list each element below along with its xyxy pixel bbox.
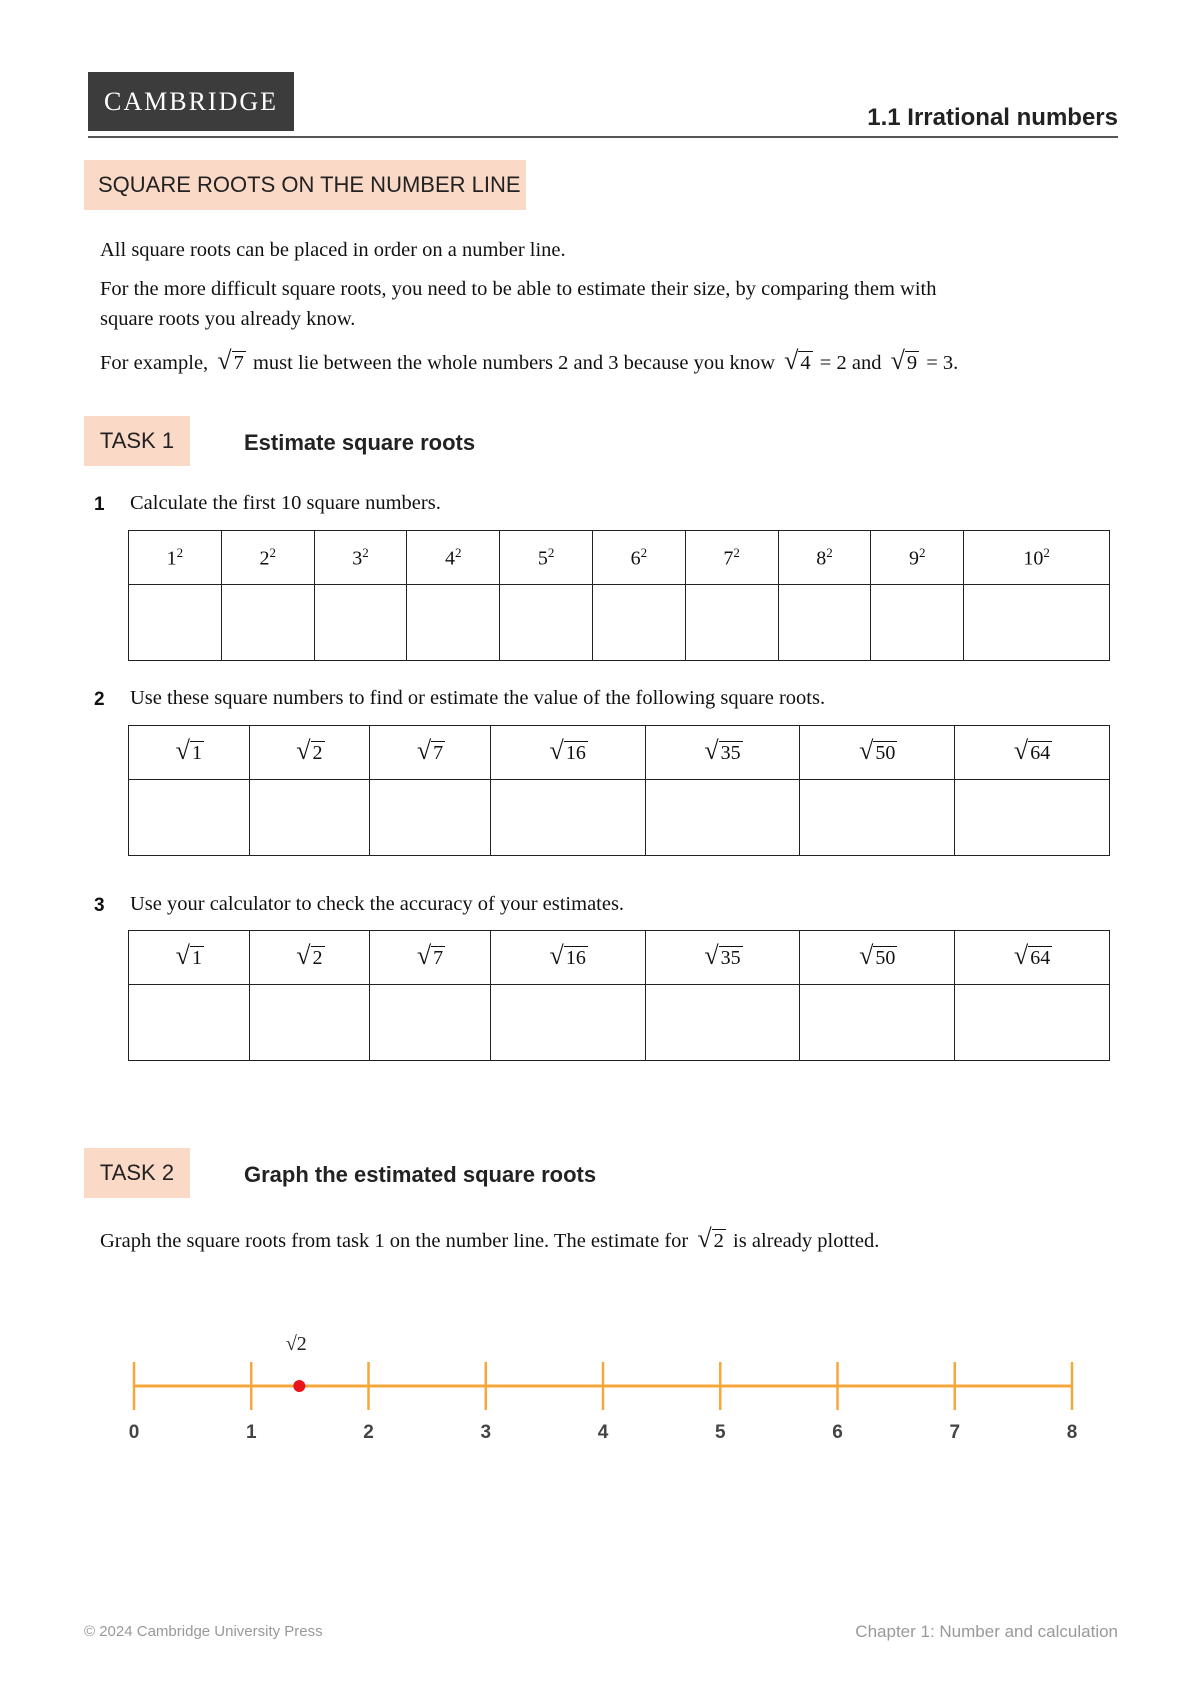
radicand: 35 (720, 741, 741, 764)
answer-cell[interactable] (778, 585, 871, 661)
sqrt-symbol: √ 16 (549, 735, 586, 765)
radicand: 2 (312, 946, 323, 969)
square-base: 10 (1023, 547, 1044, 570)
square-exponent: 2 (640, 544, 648, 560)
square-exponent: 2 (547, 544, 555, 560)
q3-number: 3 (94, 895, 105, 916)
task2-tag: TASK 2 (84, 1148, 190, 1198)
square-header-cell (685, 531, 778, 585)
square-header-cell (592, 531, 685, 585)
plotted-point (293, 1380, 305, 1392)
square-header-cell (407, 531, 500, 585)
radicand: 35 (720, 946, 741, 969)
section-title: 1.1 Irrational numbers (867, 104, 1118, 131)
answer-cell[interactable] (871, 585, 964, 661)
answer-cell[interactable] (955, 985, 1110, 1061)
root-header-cell (490, 726, 645, 780)
square-base: 9 (909, 547, 920, 570)
root-header-cell (370, 726, 491, 780)
root-header-cell (645, 726, 800, 780)
sqrt-4-radicand: 4 (800, 352, 811, 374)
answer-cell[interactable] (645, 985, 800, 1061)
square-header-cell (500, 531, 593, 585)
square-base: 8 (816, 547, 827, 570)
answer-cell[interactable] (221, 585, 314, 661)
square-exponent: 2 (826, 544, 833, 560)
square-base: 4 (445, 547, 456, 570)
tick-label: 1 (245, 1422, 257, 1443)
intro-example (100, 348, 958, 378)
tick-label: 2 (363, 1422, 374, 1443)
root-header-cell (490, 931, 645, 985)
tick-label: 4 (597, 1422, 609, 1443)
tick-label: 8 (1066, 1422, 1078, 1443)
answer-cell[interactable] (370, 985, 491, 1061)
radicand: 50 (875, 946, 896, 969)
square-header-cell (129, 531, 222, 585)
radicand: 1 (191, 741, 202, 764)
sqrt-4: √4 (784, 346, 811, 375)
sqrt-7-radicand: 7 (233, 352, 244, 374)
radicand: 64 (1030, 741, 1051, 764)
sqrt-symbol: √ 1 (175, 940, 202, 970)
square-exponent: 2 (269, 544, 276, 560)
example-prefix: For example, (100, 352, 209, 374)
square-exponent: 2 (919, 544, 926, 560)
radicand: 2 (312, 741, 323, 764)
square-base: 1 (166, 547, 177, 570)
sqrt-symbol: √ 64 (1013, 735, 1051, 765)
answer-cell[interactable] (645, 780, 800, 856)
answer-cell[interactable] (490, 985, 645, 1061)
sqrt-2-radicand: 2 (713, 1230, 724, 1252)
check-roots-table (128, 930, 1110, 1061)
square-base: 6 (630, 547, 641, 570)
q2-text: Use these square numbers to find or estimate the value of the following square roots. (130, 687, 826, 709)
sqrt-symbol: √ 50 (859, 940, 896, 970)
radicand: 7 (433, 741, 444, 764)
square-header-cell (314, 531, 407, 585)
sqrt-7: √7 (217, 346, 244, 375)
answer-cell[interactable] (129, 585, 222, 661)
root-header-cell (249, 931, 370, 985)
radicand: 64 (1030, 946, 1051, 969)
root-header-cell (955, 726, 1110, 780)
answer-cell[interactable] (500, 585, 593, 661)
square-base: 2 (259, 547, 270, 570)
instruction-b: is already plotted. (733, 1230, 880, 1252)
task2-instruction (100, 1226, 879, 1256)
cambridge-logo: CAMBRIDGE (88, 72, 294, 131)
radicand: 1 (191, 946, 202, 969)
answer-cell[interactable] (800, 985, 955, 1061)
answer-cell[interactable] (129, 780, 250, 856)
radicand: 16 (565, 946, 586, 969)
example-eq-b: = 2 and (819, 352, 882, 374)
answer-cell[interactable] (314, 585, 407, 661)
sqrt-2-instruction: √2 (697, 1224, 724, 1253)
answer-cell[interactable] (964, 585, 1110, 661)
sqrt-symbol: √ 2 (296, 940, 323, 970)
sqrt-symbol: √ 35 (704, 940, 741, 970)
sqrt-9: √9 (890, 346, 918, 375)
tick-label: 0 (128, 1422, 140, 1443)
answer-cell[interactable] (800, 780, 955, 856)
sqrt-symbol: √ 2 (296, 735, 323, 765)
chapter-label: Chapter 1: Number and calculation (855, 1622, 1118, 1641)
q2-number: 2 (94, 689, 105, 710)
sqrt-symbol: √ 1 (175, 735, 202, 765)
sqrt-symbol: √ 64 (1013, 940, 1051, 970)
square-exponent: 2 (176, 544, 184, 560)
root-header-cell (955, 931, 1110, 985)
radicand: 16 (565, 741, 586, 764)
radicand: 50 (875, 741, 896, 764)
plotted-point-label: √2 (285, 1333, 307, 1355)
tick-label: 3 (480, 1422, 492, 1443)
q3-text: Use your calculator to check the accuracy of your estimates. (130, 893, 625, 915)
root-header-cell (129, 726, 250, 780)
square-exponent: 2 (455, 544, 462, 560)
root-header-cell (645, 931, 800, 985)
sqrt-symbol: √ 7 (416, 940, 444, 970)
square-base: 3 (352, 547, 363, 570)
root-header-cell (800, 931, 955, 985)
tick-label: 6 (832, 1422, 843, 1443)
square-header-cell (871, 531, 964, 585)
square-header-cell (964, 531, 1110, 585)
root-header-cell (129, 931, 250, 985)
answer-cell[interactable] (249, 780, 370, 856)
task1-tag: TASK 1 (84, 416, 190, 466)
q1-text: Calculate the first 10 square numbers. (130, 492, 441, 514)
square-base: 7 (723, 547, 734, 570)
answer-cell[interactable] (407, 585, 500, 661)
sqrt-symbol: √ 50 (859, 735, 896, 765)
answer-cell[interactable] (592, 585, 685, 661)
answer-cell[interactable] (685, 585, 778, 661)
square-header-cell (778, 531, 871, 585)
root-header-cell (800, 726, 955, 780)
example-middle: must lie between the whole numbers 2 and 3 because you know (252, 352, 776, 374)
estimate-roots-table (128, 725, 1110, 856)
task1-title: Estimate square roots (244, 430, 476, 455)
square-base: 5 (537, 547, 548, 570)
header-divider (88, 136, 1118, 138)
square-exponent: 2 (733, 544, 740, 560)
sqrt-symbol: √ 35 (704, 735, 741, 765)
radicand: 7 (433, 946, 444, 969)
example-eq-c: = 3. (926, 352, 959, 374)
answer-cell[interactable] (249, 985, 370, 1061)
answer-cell[interactable] (955, 780, 1110, 856)
intro-line-1: All square roots can be placed in order on a number line. (100, 239, 566, 261)
copyright: © 2024 Cambridge University Press (84, 1623, 323, 1640)
answer-cell[interactable] (490, 780, 645, 856)
answer-cell[interactable] (370, 780, 491, 856)
tick-label: 5 (714, 1422, 726, 1443)
sqrt-symbol: √ 7 (416, 735, 444, 765)
square-header-cell (221, 531, 314, 585)
task2-title: Graph the estimated square roots (244, 1162, 597, 1187)
q1-number: 1 (94, 494, 105, 515)
answer-cell[interactable] (129, 985, 250, 1061)
root-header-cell (249, 726, 370, 780)
root-header-cell (370, 931, 491, 985)
square-exponent: 2 (362, 544, 369, 560)
number-line (0, 1320, 1200, 1450)
tick-label: 7 (949, 1422, 961, 1443)
intro-line-2a: For the more difficult square roots, you need to be able to estimate their size, by comparing them with (100, 278, 937, 300)
intro-line-2b: square roots you already know. (100, 308, 356, 330)
square-numbers-table (128, 530, 1110, 661)
square-exponent: 2 (1043, 544, 1050, 560)
topic-banner: SQUARE ROOTS ON THE NUMBER LINE (84, 160, 526, 210)
sqrt-symbol: √ 16 (549, 940, 586, 970)
instruction-a: Graph the square roots from task 1 on the number line. The estimate for (100, 1230, 689, 1252)
sqrt-9-radicand: 9 (906, 352, 918, 374)
